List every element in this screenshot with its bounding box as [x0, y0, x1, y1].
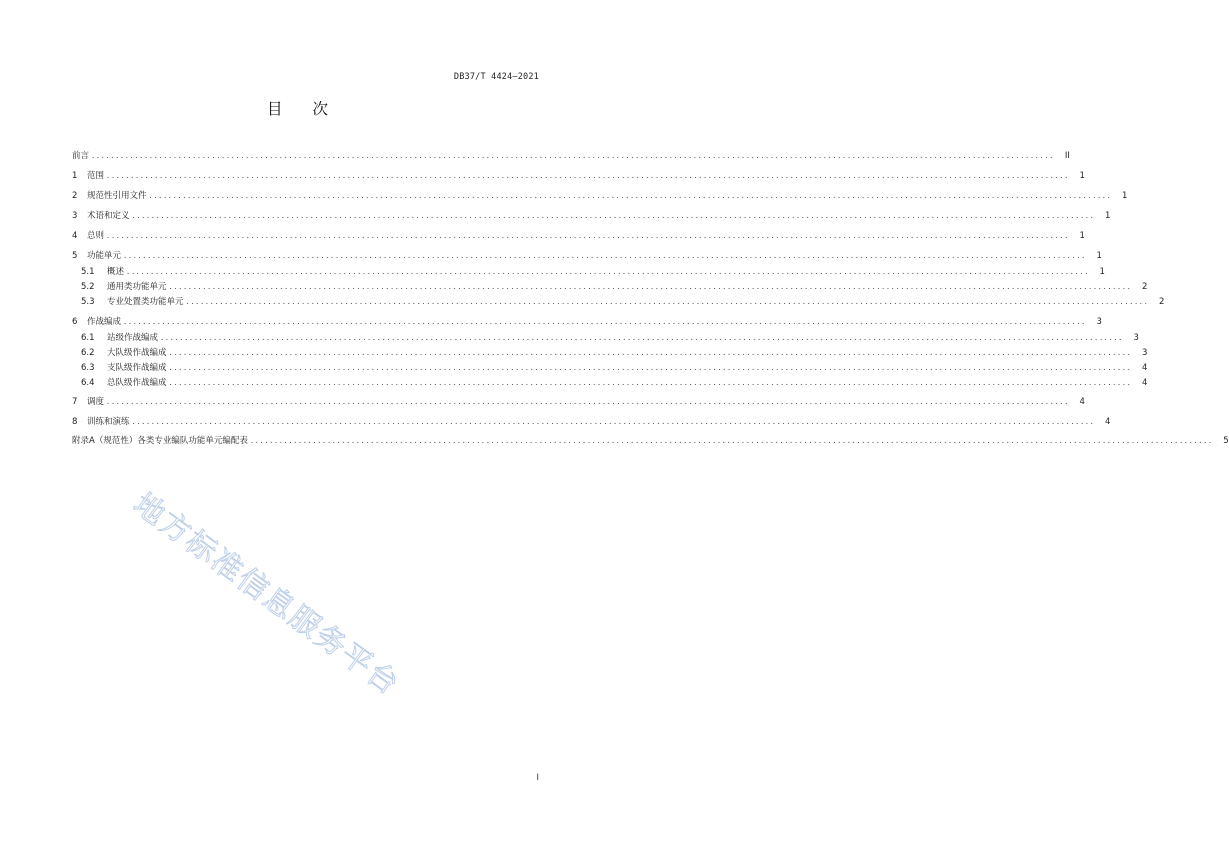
toc-entry-number: 5.2 — [81, 282, 95, 292]
toc-leader-dots: ........................................................................................................................................................................................................ — [123, 318, 1086, 326]
toc-entry[interactable] — [72, 362, 1148, 374]
toc-entry[interactable] — [72, 170, 1085, 182]
toc-entry-number: 6.1 — [81, 333, 95, 343]
toc-entry-number: 5 — [72, 251, 78, 261]
toc-entry[interactable] — [72, 296, 1165, 308]
page-number: I — [536, 773, 539, 783]
toc-entry[interactable] — [72, 435, 1229, 447]
toc-entry-label: 总队级作战编成 — [107, 378, 167, 388]
toc-leader-dots: ........................................................................................................................................................................................................ — [123, 252, 1086, 260]
toc-entry[interactable] — [72, 230, 1085, 242]
toc-leader-dots: ........................................................................................................................................................................................................ — [126, 268, 1089, 276]
toc-entry-number: 4 — [72, 231, 78, 241]
toc-entry-label: 站级作战编成 — [107, 333, 159, 343]
toc-entry-page: 4 — [1141, 378, 1148, 388]
toc-entry-label: 前言 — [72, 151, 90, 161]
watermark-text: 地方标准信息服务平台 — [126, 486, 407, 703]
toc-entry[interactable] — [72, 396, 1085, 408]
toc-leader-dots: ........................................................................................................................................................................................................ — [168, 379, 1132, 387]
toc-entry[interactable] — [72, 416, 1111, 428]
toc-entry-number: 6.4 — [81, 378, 95, 388]
toc-entry-label: 附录A（规范性）各类专业编队功能单元编配表 — [72, 436, 248, 446]
toc-entry-page: 1 — [1079, 231, 1085, 241]
toc-entry[interactable] — [72, 210, 1111, 222]
toc-entry-page: 2 — [1158, 297, 1165, 307]
toc-entry-page: 3 — [1096, 317, 1102, 327]
toc-entry[interactable] — [72, 266, 1105, 278]
toc-leader-dots: ........................................................................................................................................................................................................ — [249, 437, 1213, 445]
toc-entry-page: 1 — [1096, 251, 1102, 261]
toc-entry-label: 训练和演练 — [87, 417, 130, 427]
toc-entry-number: 5.3 — [81, 297, 95, 307]
document-code: DB37/T 4424—2021 — [453, 72, 539, 82]
toc-entry-label: 功能单元 — [87, 251, 122, 261]
toc-leader-dots: ........................................................................................................................................................................................................ — [160, 334, 1123, 342]
toc-leader-dots: ........................................................................................................................................................................................................ — [185, 298, 1149, 306]
toc-leader-dots: ........................................................................................................................................................................................................ — [106, 172, 1069, 180]
toc-entry-page: 4 — [1141, 363, 1148, 373]
toc-entry-page: 1 — [1121, 191, 1128, 201]
toc-entry[interactable] — [72, 281, 1148, 293]
toc-entry-label: 支队级作战编成 — [107, 363, 167, 373]
toc-entry-number: 5.1 — [81, 267, 95, 277]
toc-leader-dots: ........................................................................................................................................................................................................ — [131, 212, 1095, 220]
toc-entry-page: 3 — [1141, 348, 1148, 358]
toc-entry[interactable] — [72, 316, 1102, 328]
toc-entry-label: 总则 — [87, 231, 105, 241]
toc-entry[interactable] — [72, 190, 1128, 202]
toc-entry-number: 2 — [72, 191, 78, 201]
toc-entry-page: 4 — [1079, 397, 1085, 407]
toc-entry-number: 7 — [72, 397, 78, 407]
toc-entry-page: 1 — [1099, 267, 1105, 277]
toc-entry[interactable] — [72, 250, 1102, 262]
toc-leader-dots: ........................................................................................................................................................................................................ — [148, 192, 1112, 200]
toc-entry-label: 专业处置类功能单元 — [107, 297, 184, 307]
toc-entry[interactable] — [72, 377, 1148, 389]
toc-entry-number: 8 — [72, 417, 78, 427]
toc-entry-label: 大队级作战编成 — [107, 348, 167, 358]
toc-leader-dots: ........................................................................................................................................................................................................ — [106, 232, 1069, 240]
toc-entry-label: 通用类功能单元 — [107, 282, 167, 292]
toc-entry-number: 6.3 — [81, 363, 95, 373]
toc-leader-dots: ........................................................................................................................................................................................................ — [168, 364, 1132, 372]
toc-entry-page: 5 — [1223, 436, 1229, 446]
toc-leader-dots: ........................................................................................................................................................................................................ — [106, 398, 1069, 406]
toc-entry-label: 术语和定义 — [87, 211, 130, 221]
toc-entry-label: 规范性引用文件 — [87, 191, 147, 201]
page-title: 目次 — [266, 100, 358, 118]
toc-entry-page: II — [1064, 151, 1070, 161]
toc-entry[interactable] — [72, 150, 1070, 162]
toc-entry-number: 6.2 — [81, 348, 95, 358]
toc-entry-number: 3 — [72, 211, 78, 221]
toc-leader-dots: ........................................................................................................................................................................................................ — [168, 283, 1132, 291]
toc-entry-label: 概述 — [107, 267, 125, 277]
toc-leader-dots: ........................................................................................................................................................................................................ — [91, 152, 1054, 160]
toc-entry-page: 4 — [1104, 417, 1111, 427]
toc-leader-dots: ........................................................................................................................................................................................................ — [168, 349, 1132, 357]
toc-entry[interactable] — [72, 332, 1139, 344]
toc-entry-page: 1 — [1079, 171, 1085, 181]
toc-entry-page: 2 — [1141, 282, 1148, 292]
toc-entry-label: 范围 — [87, 171, 105, 181]
toc-entry-page: 1 — [1104, 211, 1111, 221]
toc-entry-label: 调度 — [87, 397, 105, 407]
toc-entry-page: 3 — [1133, 333, 1139, 343]
toc-entry-number: 1 — [72, 171, 78, 181]
toc-entry[interactable] — [72, 347, 1148, 359]
toc-entry-number: 6 — [72, 317, 78, 327]
toc-entry-label: 作战编成 — [87, 317, 122, 327]
toc-leader-dots: ........................................................................................................................................................................................................ — [131, 418, 1095, 426]
